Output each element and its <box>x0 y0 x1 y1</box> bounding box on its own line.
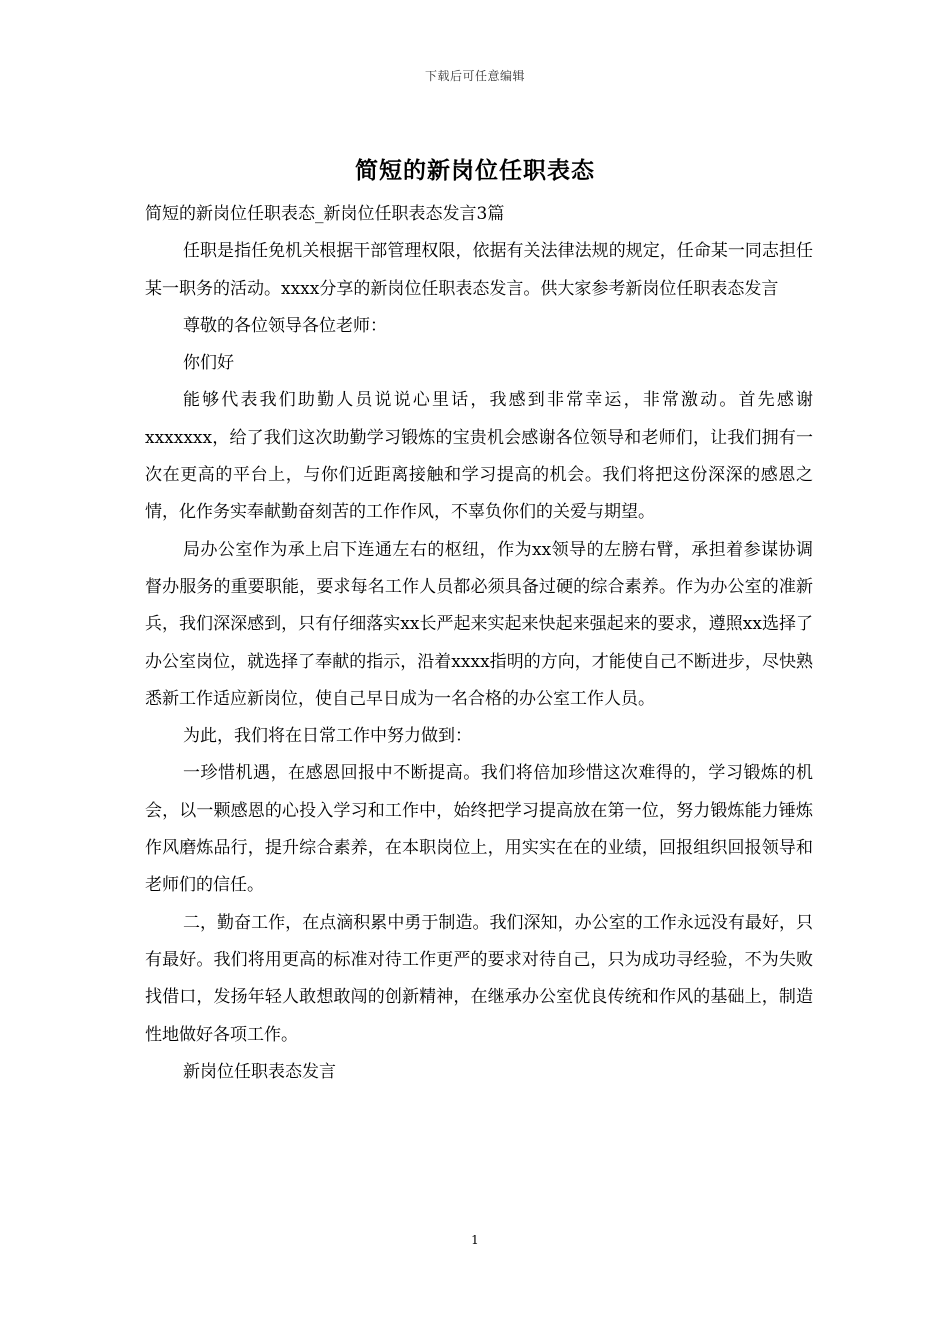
paragraph-intro: 任职是指任免机关根据干部管理权限，依据有关法律法规的规定，任命某一同志担任某一职务的活动。xxxx分享的新岗位任职表态发言。供大家参考新岗位任职表态发言 <box>145 241 813 299</box>
document-title: 简短的新岗位任职表态 <box>355 157 595 184</box>
paragraph-point-one: 一珍惜机遇，在感恩回报中不断提高。我们将倍加珍惜这次难得的，学习锻炼的机会，以一颗感恩的心投入学习和工作中，始终把学习提高放在第一位，努力锻炼能力锤炼作风磨炼品行，提升综合素养，在本职岗位上，用实实在在的业绩，回报组织回报领导和老师们的信任。 <box>145 763 813 896</box>
page-number: 1 <box>471 1233 479 1247</box>
paragraph-point-two: 二，勤奋工作，在点滴积累中勇于制造。我们深知，办公室的工作永远没有最好，只有最好。我们将用更高的标准对待工作更严的要求对待自己，只为成功寻经验，不为失败找借口，发扬年轻人敢想敢闯的创新精神，在继承办公室优良传统和作风的基础上，制造性地做好各项工作。 <box>145 912 813 1045</box>
document-body <box>145 196 813 1091</box>
paragraph-commitment-intro: 为此，我们将在日常工作中努力做到： <box>183 726 472 747</box>
paragraph-greeting: 你们好 <box>183 353 234 374</box>
paragraph-section-heading: 新岗位任职表态发言 <box>183 1061 336 1082</box>
paragraph-gratitude: 能够代表我们助勤人员说说心里话，我感到非常幸运，非常激动。首先感谢xxxxxxx，给了我们这次助勤学习锻炼的宝贵机会感谢各位领导和老师们，让我们拥有一次在更高的平台上，与你们近距离接触和学习提高的机会。我们将把这份深深的感恩之情，化作务实奉献勤奋刻苦的工作作风，不辜负你们的关爱与期望。 <box>145 390 813 523</box>
paragraph-office-role: 局办公室作为承上启下连通左右的枢纽，作为xx领导的左膀右臂，承担着参谋协调督办服务的重要职能，要求每名工作人员都必须具备过硬的综合素养。作为办公室的准新兵，我们深深感到，只有仔细落实xx长严起来实起来快起来强起来的要求，遵照xx选择了办公室岗位，就选择了奉献的指示，沿着xxxx指明的方向，才能使自己不断进步，尽快熟悉新工作适应新岗位，使自己早日成为一名合格的办公室工作人员。 <box>145 539 813 709</box>
paragraph-salutation: 尊敬的各位领导各位老师： <box>183 315 387 336</box>
document-subtitle: 简短的新岗位任职表态_新岗位任职表态发言3篇 <box>145 204 505 224</box>
header-note: 下载后可任意编辑 <box>424 69 525 83</box>
